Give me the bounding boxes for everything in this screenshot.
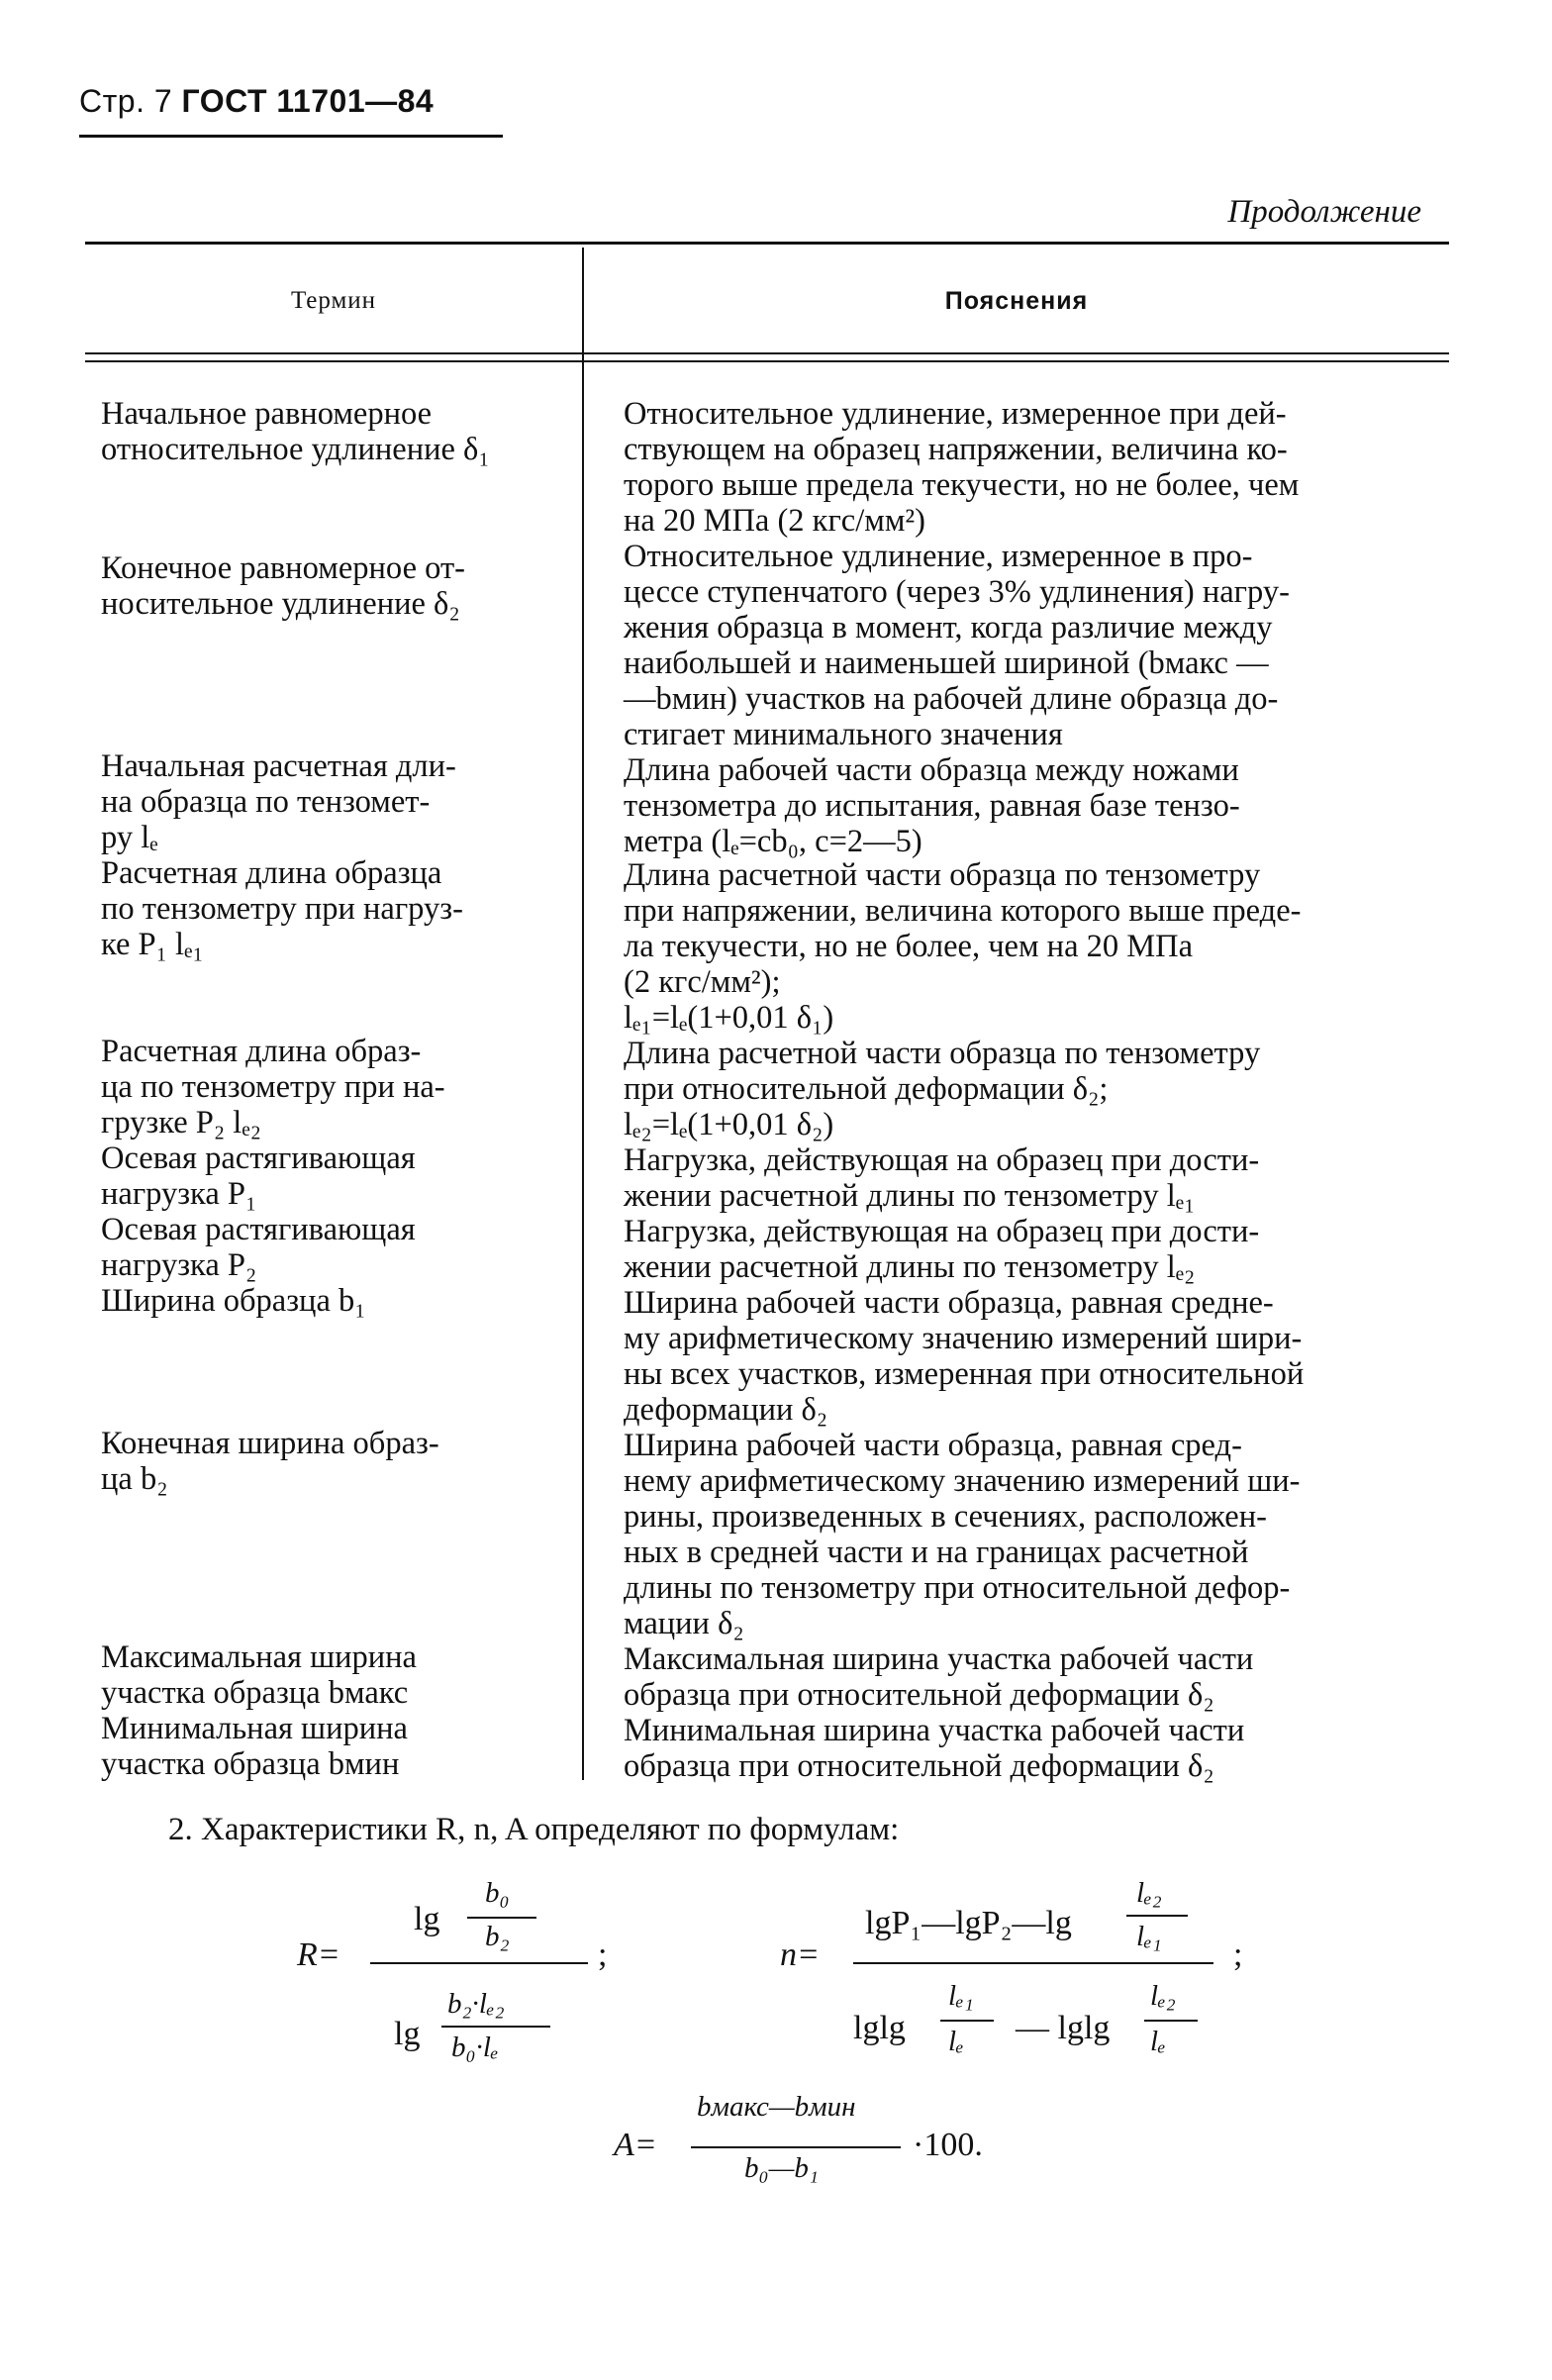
table-row-term: Конечное равномерное от- носительное удлинение δ₂ — [101, 550, 465, 622]
formula-a-num: bмакс—bмин — [697, 2091, 856, 2123]
table-row-term: Максимальная ширина участка образца bмакс — [101, 1639, 417, 1711]
table-row-term: Расчетная длина образца по тензометру при нагруз- ке P₁ lₑ₁ — [101, 855, 463, 962]
formula-n-inner-bar-3 — [1144, 2020, 1198, 2022]
table-row-term: Конечная ширина образ- ца b₂ — [101, 1426, 439, 1497]
table-row-term: Начальная расчетная дли- на образца по тензомет- ру lₑ — [101, 748, 456, 855]
formula-r-num-bot: b₂ — [485, 1921, 510, 1952]
formula-r-inner-bar-2 — [441, 2026, 550, 2028]
formula-n-num-text: lgP₁—lgP₂—lg — [865, 1905, 1072, 1941]
table-row-term: Ширина образца b₁ — [101, 1283, 366, 1319]
formula-n-num-bot: lₑ₁ — [1136, 1921, 1162, 1952]
formula-r-num-lg: lg — [414, 1901, 440, 1937]
formula-n-main-bar — [853, 1962, 1213, 1964]
formula-n-den-a-bot: lₑ — [948, 2026, 964, 2057]
formula-r-den-bot: b₀·lₑ — [451, 2032, 499, 2063]
formula-n-den-b-bot: lₑ — [1150, 2026, 1166, 2057]
table-row-term: Осевая растягивающая нагрузка P₂ — [101, 1212, 416, 1283]
table-row-explanation: Ширина рабочей части образца, равная средне- му арифметическому значению измерений шири- ны всех участков, измеренная при относительной деформации δ₂ — [624, 1285, 1305, 1428]
formula-r-separator: ; — [598, 1936, 608, 1973]
table-row-explanation: Длина расчетной части образца по тензометру при относительной деформации δ₂; lₑ₂=lₑ(1+0,01 δ₂) — [624, 1036, 1261, 1142]
formula-r-den-top: b₂·lₑ₂ — [447, 1988, 505, 2020]
formula-n-lhs: n= — [780, 1936, 820, 1973]
table-row-explanation: Нагрузка, действующая на образец при дости- жении расчетной длины по тензометру lₑ₂ — [624, 1214, 1260, 1285]
column-header-term: Термин — [290, 287, 377, 314]
formula-intro: 2. Характеристики R, n, A определяют по формулам: — [168, 1812, 900, 1847]
table-row-term: Минимальная ширина участка образца bмин — [101, 1711, 408, 1782]
formula-n-inner-bar-1 — [1126, 1915, 1188, 1917]
formula-n-inner-bar-2 — [940, 2020, 994, 2022]
table-header-rule-2 — [85, 360, 1449, 362]
formula-r-den-lg: lg — [394, 2016, 421, 2052]
table-row-term: Осевая растягивающая нагрузка P₁ — [101, 1140, 416, 1212]
formula-a-tail: ·100. — [913, 2127, 983, 2163]
table-top-rule — [85, 242, 1449, 245]
table-row-explanation: Длина рабочей части образца между ножами тензометра до испытания, равная базе тензо- метра (lₑ=cb₀, c=2—5) — [624, 752, 1240, 859]
formula-a-lhs: A= — [614, 2127, 657, 2163]
table-row-explanation: Ширина рабочей части образца, равная сред- нему арифметическому значению измерений ши- рины, произведенных в сечениях, расположен- ных в средней части и на границах расчетной длины по тензометру при относительной дефор- мации δ₂ — [624, 1428, 1301, 1641]
continuation-label: Продолжение — [1227, 194, 1421, 230]
formula-r-num-top: b₀ — [485, 1877, 510, 1909]
page-header — [79, 83, 434, 120]
formula-n-den-lglg-1: lglg — [853, 2010, 906, 2046]
table-row-explanation: Относительное удлинение, измеренное при дей- ствующем на образец напряжении, величина ко- торого выше предела текучести, но не более, чем на 20 МПа (2 кгс/мм²) — [624, 396, 1300, 539]
formula-n-den-lglg-2: — lglg — [1016, 2010, 1111, 2046]
table-row-explanation: Минимальная ширина участка рабочей части образца при относительной деформации δ₂ — [624, 1713, 1245, 1784]
formula-n-separator: ; — [1233, 1936, 1243, 1973]
table-row-term: Начальное равномерное относительное удлинение δ₁ — [101, 396, 490, 467]
formula-n-num-top: lₑ₂ — [1136, 1877, 1162, 1909]
table-column-divider — [582, 248, 584, 1780]
formula-n-den-a-top: lₑ₁ — [948, 1980, 974, 2012]
table-row-explanation: Относительное удлинение, измеренное в про- цессе ступенчатого (через 3% удлинения) нагру- жения образца в момент, когда различие между наибольшей и наименьшей шириной (bмакс — —bмин) участков на рабочей длине образца до- стигает минимального значения — [624, 539, 1290, 752]
formula-r-inner-bar-1 — [467, 1917, 536, 1919]
table-row-explanation: Максимальная ширина участка рабочей части образца при относительной деформации δ₂ — [624, 1641, 1254, 1713]
formula-a-den: b₀—b₁ — [744, 2152, 819, 2184]
page-number: Стр. 7 — [79, 83, 173, 119]
formula-n-den-b-top: lₑ₂ — [1150, 1980, 1176, 2012]
standard-code: ГОСТ 11701—84 — [181, 83, 435, 119]
formula-a-bar — [691, 2146, 901, 2148]
table-row-explanation: Нагрузка, действующая на образец при дости- жении расчетной длины по тензометру lₑ₁ — [624, 1142, 1260, 1214]
formula-r-main-bar — [370, 1962, 588, 1964]
table-row-explanation: Длина расчетной части образца по тензометру при напряжении, величина которого выше преде- ла текучести, но не более, чем на 20 МПа (2 кгс/мм²); lₑ₁=lₑ(1+0,01 δ₁) — [624, 857, 1302, 1036]
column-header-explanation: Пояснения — [944, 287, 1089, 315]
formula-r-lhs: R= — [297, 1936, 340, 1973]
table-row-term: Расчетная длина образ- ца по тензометру при на- грузке P₂ lₑ₂ — [101, 1034, 445, 1140]
table-header-rule-1 — [85, 352, 1449, 354]
header-rule — [79, 135, 503, 138]
